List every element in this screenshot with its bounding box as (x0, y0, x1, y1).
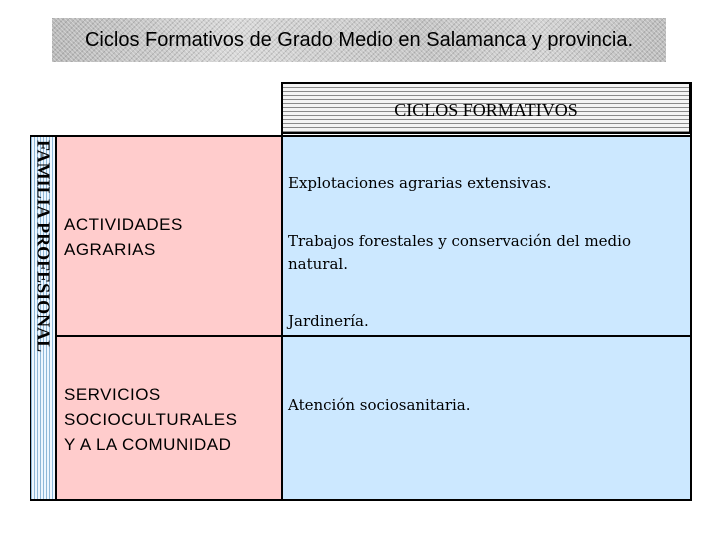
familia-profesional-label: FAMILIA PROFESIONAL (33, 140, 54, 353)
ciclo-item (288, 172, 551, 195)
ciclos-cell-servicios (282, 336, 692, 500)
page-title: Ciclos Formativos de Grado Medio en Salamanca y provincia. (84, 28, 634, 51)
familia-line: ACTIVIDADES (64, 215, 183, 234)
ciclos-cell-actividades (282, 136, 692, 336)
ciclos-header-label: CICLOS FORMATIVOS (394, 99, 578, 120)
familia-column-divider (56, 135, 57, 501)
table-top-border (30, 135, 692, 137)
table-bottom-border (30, 499, 692, 501)
table-left-border (30, 135, 31, 501)
ciclo-line: Explotaciones agrarias extensivas. (288, 174, 552, 192)
familia-cell-actividades (56, 136, 282, 336)
ciclos-header (281, 82, 691, 134)
ciclo-item (288, 394, 471, 417)
familia-name (64, 382, 237, 457)
title-banner (52, 18, 666, 62)
familia-line: SERVICIOS (64, 385, 161, 404)
ciclo-line: Atención sociosanitaria. (288, 396, 471, 414)
familia-line: Y A LA COMUNIDAD (64, 435, 232, 454)
ciclo-line: Jardinería. (288, 312, 369, 330)
ciclo-item (288, 310, 369, 333)
ciclos-column-divider (281, 82, 283, 501)
table-right-border (690, 82, 692, 501)
ciclo-item (288, 230, 631, 276)
familia-cell-servicios (56, 336, 282, 500)
familia-line: AGRARIAS (64, 240, 156, 259)
table-row-divider (56, 335, 692, 337)
ciclo-line: natural. (288, 255, 348, 273)
familia-line: SOCIOCULTURALES (64, 410, 238, 429)
ciclo-line: Trabajos forestales y conservación del medio (288, 232, 631, 250)
familia-name (64, 212, 183, 262)
